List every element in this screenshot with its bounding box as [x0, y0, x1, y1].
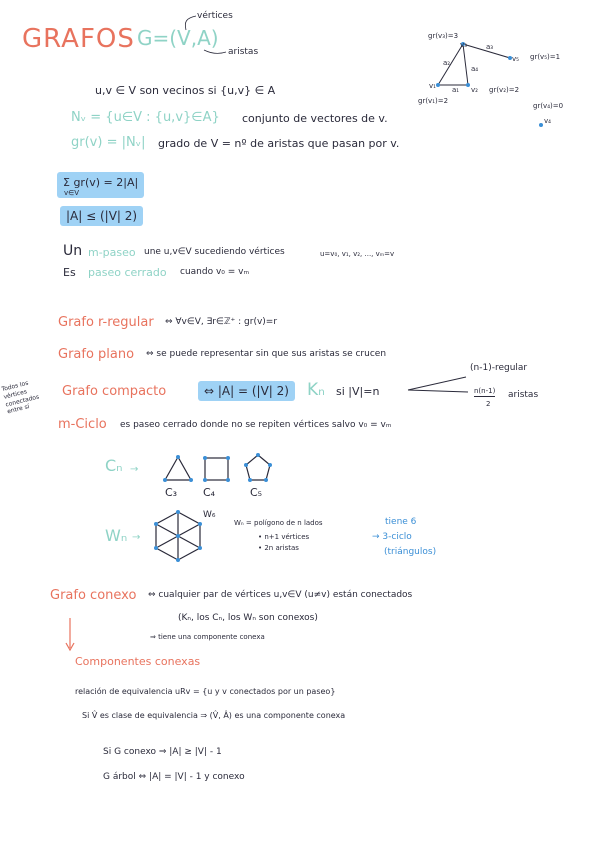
cycle-text: es paseo cerrado donde no se repiten vértices salvo v₀ = vₘ [120, 420, 392, 430]
path-line1-b: m-paseo [88, 246, 136, 259]
cycle-title: m-Ciclo [58, 417, 107, 432]
c5-label: C₅ [250, 486, 263, 499]
kn-edges-den: 2 [486, 400, 491, 408]
svg-text:→: → [130, 464, 139, 475]
v1-label: v₁ [429, 82, 436, 90]
kn-edges-word: aristas [508, 390, 539, 400]
wn-has-2: → 3-ciclo [372, 532, 412, 542]
gr-label: gr(v) = |Nᵥ| [71, 135, 146, 150]
kn-condition: si |V|=n [336, 385, 380, 398]
kn-regular: (n-1)-regular [470, 363, 528, 373]
regular-text: ⇔ ∀v∈V, ∃r∈ℤ⁺ : gr(v)=r [165, 317, 278, 327]
conexo-inequality: Si G conexo ⇒ |A| ≥ |V| - 1 [103, 747, 222, 757]
path-line2-a: Es [63, 266, 76, 279]
c4-label: C₄ [203, 486, 216, 499]
v5-label: v₅ [512, 55, 519, 63]
graph-formula: G=(V,A) [137, 26, 219, 50]
w6-label: W₆ [203, 510, 216, 520]
compacto-eq: ⇔ |A| = (|V| 2) [198, 381, 295, 401]
wn-bullet-2: • 2n aristas [258, 544, 299, 552]
connected-examples: (Kₙ, los Cₙ, los Wₙ son conexos) [178, 613, 318, 623]
wn-label: Wₙ [105, 526, 128, 545]
c3-label: C₃ [165, 486, 178, 499]
cn-label: Cₙ [105, 456, 123, 475]
kn-edges-num: n(n-1) [474, 387, 496, 395]
class-text: Si V̂ es clase de equivalencia ⇒ (V̂, Â) es una componente conexa [82, 711, 346, 720]
side-note: Todos los vértices conectados entre sí [0, 379, 40, 416]
wn-bullet-1: • n+1 vértices [258, 533, 310, 541]
regular-title: Grafo r-regular [58, 315, 154, 330]
gr-v2-label: gr(v₂)=2 [489, 86, 520, 94]
a4-label: a₄ [471, 65, 479, 73]
gr-v4-label: gr(v₄)=0 [533, 102, 564, 110]
v4-label: v₄ [544, 117, 551, 125]
path-line1-a: Un [63, 243, 83, 259]
nv-text: conjunto de vectores de v. [242, 112, 388, 125]
wn-desc: Wₙ = polígono de n lados [234, 519, 323, 527]
gr-v1-label: gr(v₁)=2 [418, 97, 449, 105]
v3-label: v₃ [460, 41, 467, 49]
path-line1-d: u=v₀, v₁, v₂, ..., vₘ=v [320, 250, 395, 258]
vertex-v1 [436, 83, 440, 87]
a2-label: a₂ [443, 59, 451, 67]
gr-v5-label: gr(v₅)=1 [530, 53, 561, 61]
kn-label: Kₙ [307, 380, 325, 400]
edge-bound-formula: |A| ≤ (|V| 2) [60, 206, 143, 226]
a1-label: a₁ [452, 86, 460, 94]
vertex-v2 [466, 83, 470, 87]
equiv-relation: relación de equivalencia uRv = {u y v conectados por un paseo} [75, 687, 336, 696]
gr-v3-label: gr(v₃)=3 [428, 32, 459, 40]
plano-text: ⇔ se puede representar sin que sus aristas se crucen [146, 349, 387, 359]
arbol-equality: G árbol ⇔ |A| = |V| - 1 y conexo [103, 772, 245, 782]
connected-one-comp: ⇒ tiene una componente conexa [150, 633, 265, 641]
v2-label: v₂ [471, 86, 478, 94]
down-arrow [0, 0, 1, 1]
degree-sum-main: Σ gr(v) = 2|A| [63, 176, 139, 189]
vertex-v4 [539, 123, 543, 127]
svg-text:→: → [132, 532, 141, 543]
wn-has-3: (triángulos) [384, 547, 437, 557]
components-title: Componentes conexas [75, 655, 201, 668]
path-line2-b: paseo cerrado [88, 266, 167, 279]
nv-label: Nᵥ = {u∈V : {u,v}∈A} [71, 110, 220, 125]
neighbors-definition: u,v ∈ V son vecinos si {u,v} ∈ A [95, 84, 276, 97]
page-title: GRAFOS [22, 24, 135, 54]
connected-title: Grafo conexo [50, 588, 137, 603]
compacto-title: Grafo compacto [62, 384, 167, 399]
path-line1-c: une u,v∈V sucediendo vértices [144, 247, 285, 257]
gr-text: grado de V = nº de aristas que pasan por v. [158, 137, 400, 150]
plano-title: Grafo plano [58, 347, 135, 362]
path-line2-c: cuando v₀ = vₘ [180, 267, 250, 277]
degree-sum-sub: v∈V [64, 189, 80, 197]
wn-has: tiene 6 [385, 517, 417, 527]
connected-text: ⇔ cualquier par de vértices u,v∈V (u≠v) están conectados [148, 590, 413, 600]
edges-note: aristas [228, 47, 259, 57]
vertices-note: vértices [197, 11, 233, 21]
a3-label: a₃ [486, 43, 494, 51]
